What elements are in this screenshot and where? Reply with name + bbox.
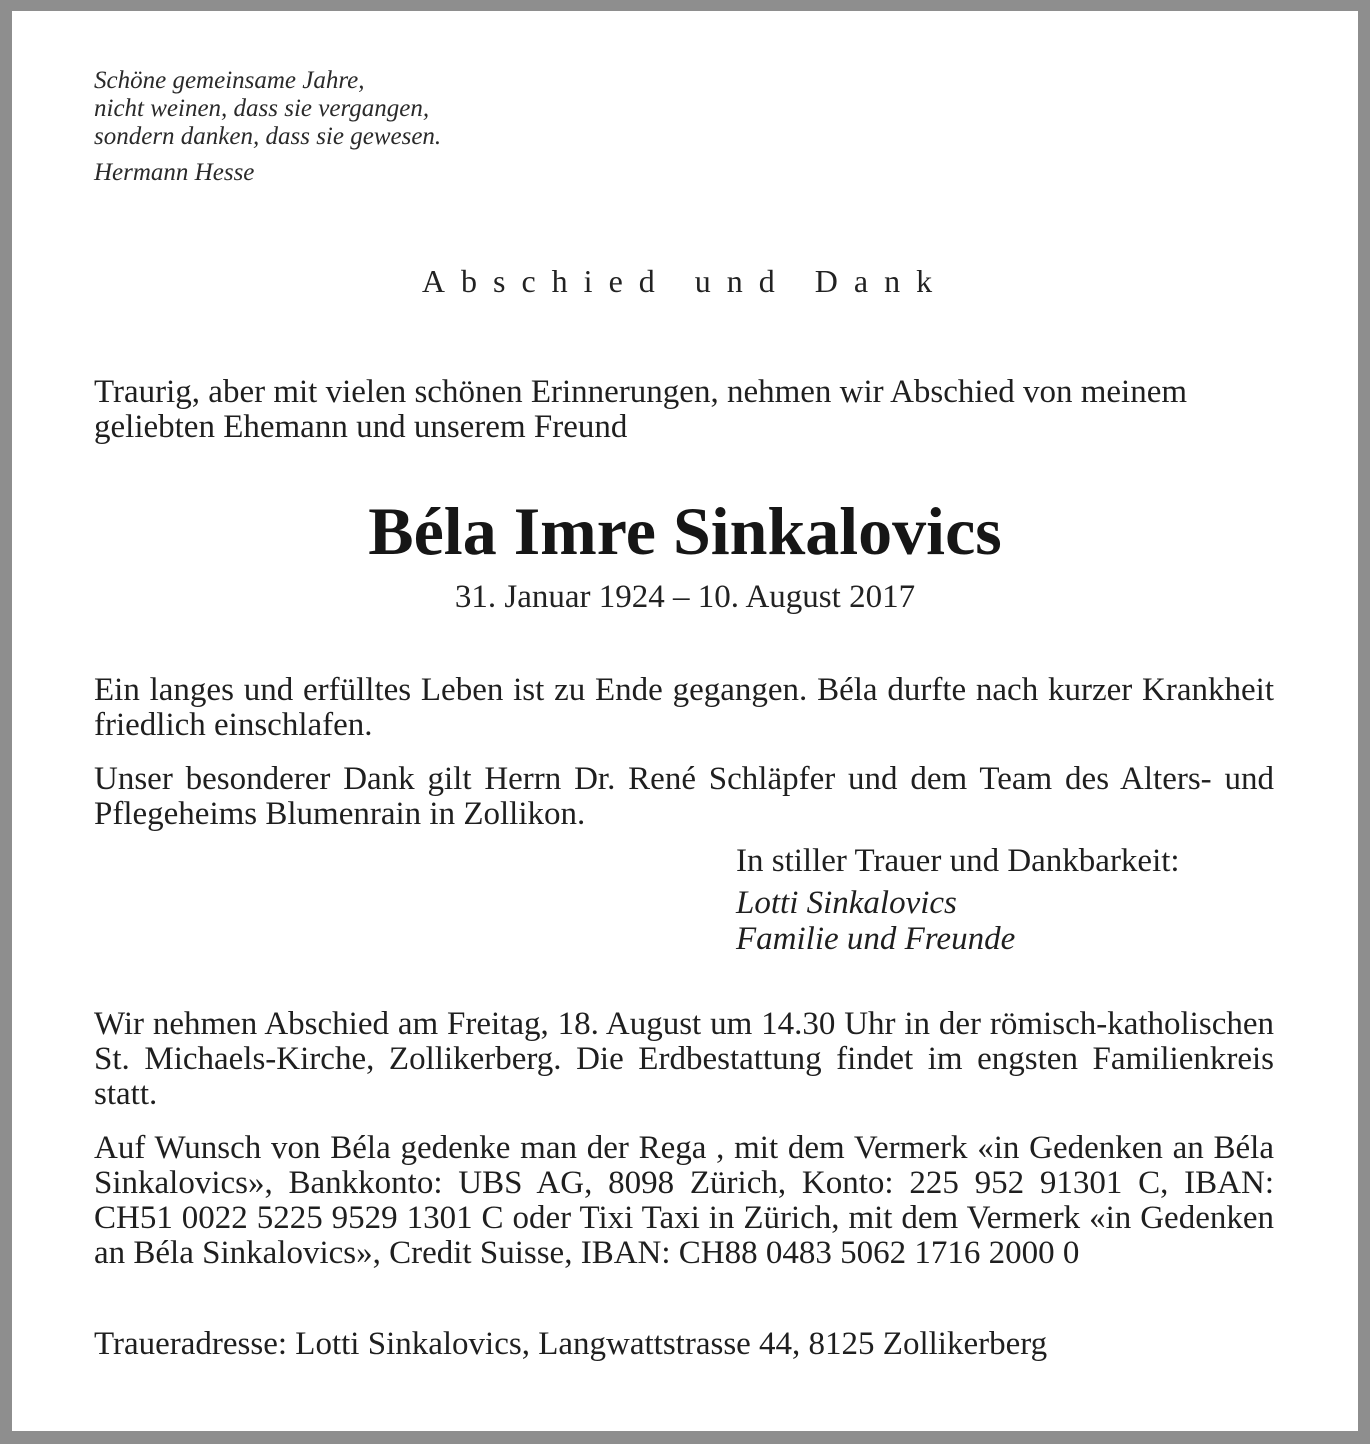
quote-author: Hermann Hesse (94, 159, 255, 186)
epigraph-quote (94, 67, 441, 187)
mourning-address: Traueradresse: Lotti Sinkalovics, Langwattstrasse 44, 8125 Zollikerberg (94, 1326, 1048, 1362)
quote-line: nicht weinen, dass sie vergangen, (94, 95, 430, 122)
donation-paragraph: Auf Wunsch von Béla gedenke man der Rega , mit dem Vermerk «in Gedenken an Béla Sinkalovics», Bankkonto: UBS AG, 8098 Zürich, Konto: 225 952 91301 C, IBAN: CH51 0022 5225 9529 1301 C oder Tixi Taxi in Zürich, mit dem Vermerk «in Gedenken an Béla Sinkalovics», Credit Suisse, IBAN: CH88 0483 5062 1716 2000 0 (94, 1130, 1274, 1271)
quote-line: Schöne gemeinsame Jahre, (94, 67, 365, 94)
page-frame (12, 11, 1358, 1431)
life-paragraph: Ein langes und erfülltes Leben ist zu Ende gegangen. Béla durfte nach kurzer Krankheit friedlich einschlafen. (94, 672, 1274, 743)
signer-name: Familie und Freunde (736, 921, 1016, 957)
quote-line: sondern danken, dass sie gewesen. (94, 123, 442, 150)
signoff-block (736, 843, 1180, 957)
signer-name: Lotti Sinkalovics (736, 885, 957, 921)
life-dates: 31. Januar 1924 – 10. August 2017 (454, 579, 916, 615)
ceremony-paragraph: Wir nehmen Abschied am Freitag, 18. August um 14.30 Uhr in der römisch-katholischen St. Michaels-Kirche, Zollikerberg. Die Erdbestattung findet im engsten Familienkreis statt. (94, 1006, 1274, 1112)
signoff-lead: In stiller Trauer und Dankbarkeit: (736, 843, 1180, 879)
intro-paragraph: Traurig, aber mit vielen schönen Erinnerungen, nehmen wir Abschied von meinem geliebten Ehemann und unserem Freund (94, 374, 1188, 445)
thanks-paragraph: Unser besonderer Dank gilt Herrn Dr. René Schläpfer und dem Team des Alters- und Pflegeheims Blumenrain in Zollikon. (94, 761, 1274, 832)
deceased-name: Béla Imre Sinkalovics (368, 493, 1002, 569)
notice-heading: Abschied und Dank (421, 263, 949, 299)
obituary-notice (12, 11, 1358, 1431)
